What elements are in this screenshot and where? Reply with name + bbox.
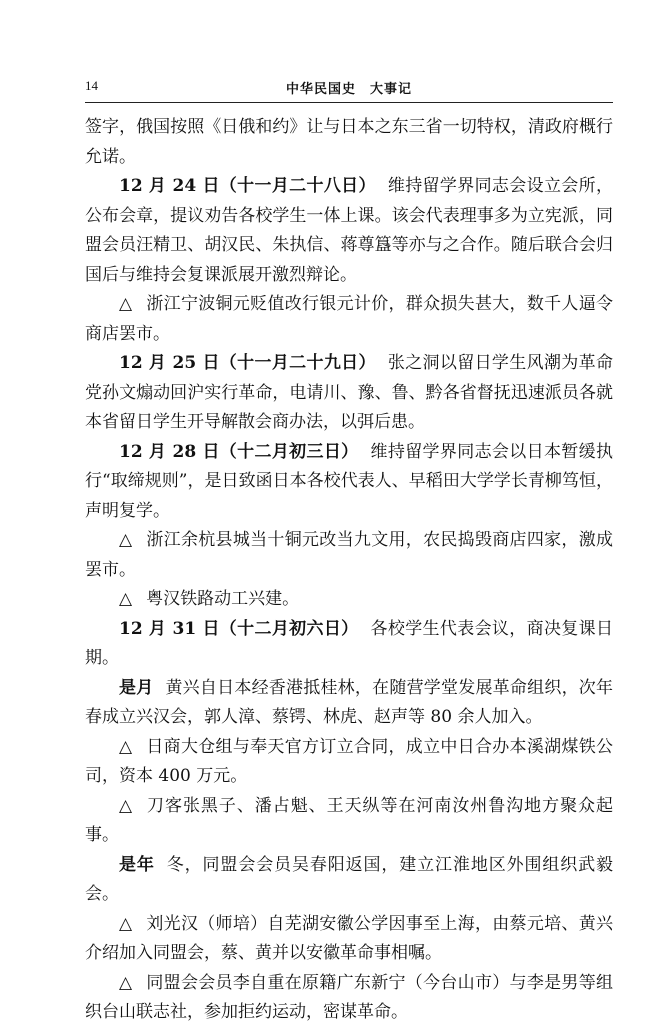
entry-text: 冬，同盟会会员吴春阳返国，建立江淮地区外围组织武毅会。 <box>85 854 614 904</box>
paragraph <box>85 615 613 674</box>
entry-year-label: 是年 <box>119 854 155 875</box>
entry-text: 签字，俄国按照《日俄和约》让与日本之东三省一切特权，清政府概行允诺。 <box>85 117 613 167</box>
triangle-icon: △ <box>119 589 133 609</box>
entry-text: 同盟会会员李自重在原籍广东新宁（今台山市）与李是男等组织台山联志社，参加拒约运动，密谋革命。 <box>85 972 614 1022</box>
entry-text: 浙江宁波铜元贬值改行银元计价，群众损失甚大，数千人逼令商店罢市。 <box>85 294 614 344</box>
paragraph <box>85 851 613 910</box>
page-header <box>85 76 613 103</box>
paragraph <box>85 792 613 851</box>
entry-text: 维持留学界同志会以日本暂缓执行“取缔规则”，是日致函日本各校代表人、早稻田大学学长青柳笃恒，声明复学。 <box>85 441 613 521</box>
paragraph <box>85 113 613 172</box>
entry-date: 12 月 31 日（十二月初六日） <box>119 618 359 639</box>
paragraph <box>85 290 613 349</box>
paragraph <box>85 733 613 792</box>
triangle-icon: △ <box>119 972 133 993</box>
entry-text: 刀客张黑子、潘占魁、王天纵等在河南汝州鲁沟地方聚众起事。 <box>85 795 614 845</box>
page-body <box>85 113 613 1028</box>
triangle-icon: △ <box>119 736 133 757</box>
entry-text: 张之洞以留日学生风潮为革命党孙文煽动回沪实行革命，电请川、豫、鲁、黔各省督抚迅速派员各就本省留日学生开导解散会商办法，以弭后患。 <box>85 353 613 432</box>
entry-text: 黄兴自日本经香港抵桂林，在随营学堂发展革命组织，次年春成立兴汉会，郭人漳、蔡锷、林虎、赵声等 80 余人加入。 <box>85 677 614 727</box>
entry-text: 维持留学界同志会设立会所，公布会章，提议劝告各校学生一体上课。该会代表理事多为立宪派，同盟会员汪精卫、胡汉民、朱执信、蒋尊簋等亦与之合作。随后联合会归国后与维持会复课派展开激烈辩论。 <box>85 176 613 285</box>
running-title: 中华民国史 大事记 <box>285 82 412 97</box>
entry-text: 各校学生代表会议，商决复课日期。 <box>85 618 613 668</box>
paragraph <box>85 172 613 290</box>
paragraph <box>85 674 613 733</box>
paragraph <box>85 438 613 527</box>
paragraph <box>85 526 613 585</box>
entry-text: 刘光汉（师培）自芜湖安徽公学因事至上海，由蔡元培、黄兴介绍加入同盟会，蔡、黄并以安徽革命事相嘱。 <box>85 913 614 963</box>
entry-date: 12 月 28 日（十二月初三日） <box>119 441 359 462</box>
paragraph <box>85 585 613 615</box>
triangle-icon: △ <box>119 294 133 314</box>
entry-date: 12 月 24 日（十一月二十八日） <box>119 176 376 196</box>
page-number: 14 <box>85 78 98 93</box>
entry-text: 日商大仓组与奉天官方订立合同，成立中日合办本溪湖煤铁公司，资本 400 万元。 <box>85 736 614 786</box>
entry-text: 粤汉铁路动工兴建。 <box>146 589 300 609</box>
entry-date: 12 月 25 日（十一月二十九日） <box>119 353 376 373</box>
paragraph <box>85 969 613 1028</box>
triangle-icon: △ <box>119 530 133 550</box>
paragraph <box>85 910 613 969</box>
triangle-icon: △ <box>119 913 133 934</box>
triangle-icon: △ <box>119 795 134 816</box>
entry-text: 浙江余杭县城当十铜元改当九文用，农民捣毁商店四家，激成罢市。 <box>85 530 614 580</box>
paragraph <box>85 349 613 438</box>
entry-month-label: 是月 <box>119 677 154 698</box>
book-page <box>85 76 613 1028</box>
